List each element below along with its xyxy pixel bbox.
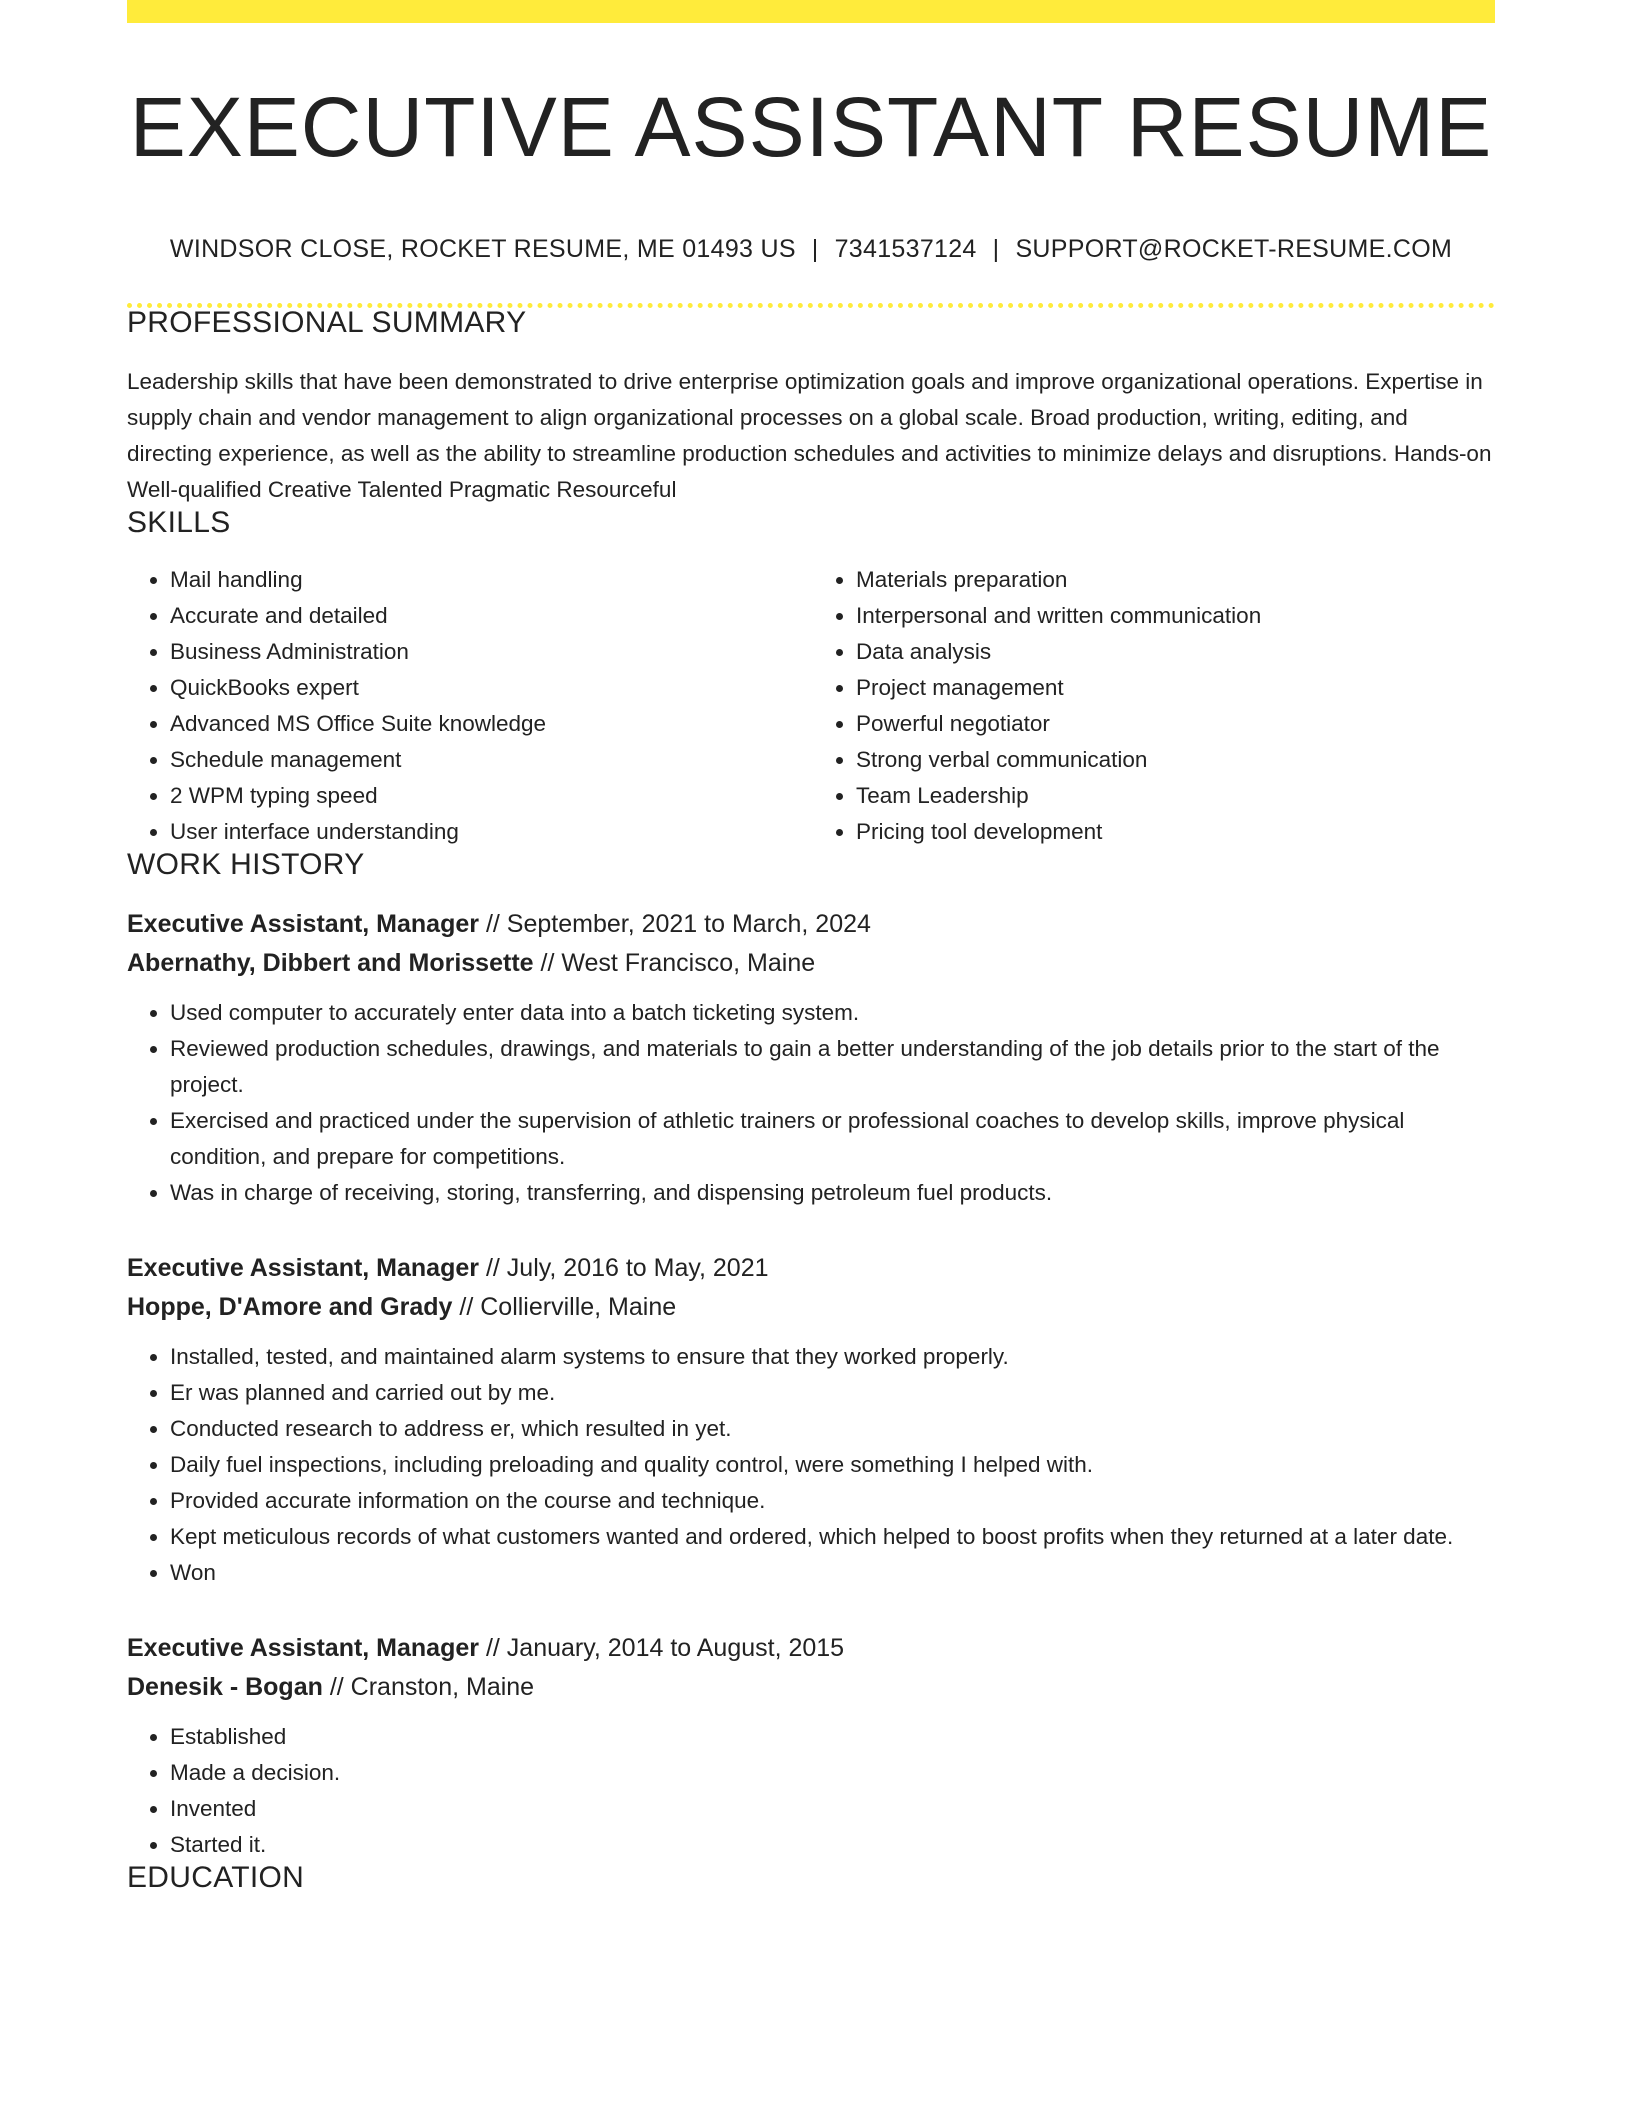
job-bullets — [127, 995, 1495, 1211]
contact-separator: | — [811, 235, 819, 263]
job-title: Executive Assistant, Manager — [127, 1254, 479, 1282]
skill-item: • Mail handling — [170, 562, 809, 598]
contact-separator: | — [992, 235, 1000, 263]
job-entry — [127, 1249, 1495, 1591]
contact-email: SUPPORT@ROCKET-RESUME.COM — [1015, 235, 1453, 263]
resume-page — [127, 0, 1495, 1893]
job-title: Executive Assistant, Manager — [127, 910, 479, 938]
skill-item: • Strong verbal communication — [856, 742, 1495, 778]
skill-item: • QuickBooks expert — [170, 670, 809, 706]
summary-text: Leadership skills that have been demonstrated to drive enterprise optimization goals and improve organizational operations. Expertise in supply chain and vendor management to align organizational processes on a global scale. Broad production, writing, editing, and directing experience, as well as the ability to streamline production schedules and activities to minimize delays and disruptions. Hands-on Well-qualified Creative Talented Pragmatic Resourceful — [127, 369, 1492, 502]
job-location: // West Francisco, Maine — [540, 949, 816, 977]
job-bullet: • Invented — [170, 1791, 1495, 1827]
job-company: Hoppe, D'Amore and Grady — [127, 1293, 453, 1321]
skill-item: • Interpersonal and written communication — [856, 598, 1495, 634]
summary-heading: PROFESSIONAL SUMMARY — [127, 306, 527, 339]
work-history-heading: WORK HISTORY — [127, 848, 365, 881]
job-bullet: • Started it. — [170, 1827, 1495, 1863]
contact-line — [127, 237, 1495, 262]
work-history-list — [127, 905, 1495, 1863]
job-company: Abernathy, Dibbert and Morissette — [127, 949, 534, 977]
skill-item: • 2 WPM typing speed — [170, 778, 809, 814]
job-bullet: • Established — [170, 1719, 1495, 1755]
job-entry — [127, 1629, 1495, 1863]
job-title-line — [127, 1629, 1495, 1668]
job-bullet: • Exercised and practiced under the supervision of athletic trainers or professional coaches to develop skills, improve physical condition, and prepare for competitions. — [170, 1103, 1495, 1175]
job-company-line — [127, 1668, 1495, 1707]
contact-phone: 7341537124 — [834, 235, 977, 263]
job-company-line — [127, 944, 1495, 983]
job-title: Executive Assistant, Manager — [127, 1634, 479, 1662]
job-bullet: • Was in charge of receiving, storing, transferring, and dispensing petroleum fuel products. — [170, 1175, 1495, 1211]
job-bullet: • Won — [170, 1555, 1495, 1591]
skill-item: • Powerful negotiator — [856, 706, 1495, 742]
job-dates: // September, 2021 to March, 2024 — [485, 910, 871, 938]
accent-top-bar — [127, 0, 1495, 23]
education-heading: EDUCATION — [127, 1861, 305, 1894]
job-bullet: • Provided accurate information on the course and technique. — [170, 1483, 1495, 1519]
job-bullet: • Er was planned and carried out by me. — [170, 1375, 1495, 1411]
resume-title: EXECUTIVE ASSISTANT RESUME — [129, 80, 1493, 174]
skills-heading: SKILLS — [127, 506, 231, 539]
job-bullet: • Conducted research to address er, which resulted in yet. — [170, 1411, 1495, 1447]
job-location: // Collierville, Maine — [459, 1293, 677, 1321]
job-bullets — [127, 1719, 1495, 1863]
skill-item: • Project management — [856, 670, 1495, 706]
skill-item: • User interface understanding — [170, 814, 809, 850]
skill-item: • Accurate and detailed — [170, 598, 809, 634]
contact-address: WINDSOR CLOSE, ROCKET RESUME, ME 01493 US — [169, 235, 796, 263]
job-bullet: • Made a decision. — [170, 1755, 1495, 1791]
job-title-line — [127, 905, 1495, 944]
skills-column-right — [809, 562, 1495, 850]
skill-item: • Team Leadership — [856, 778, 1495, 814]
job-company-line — [127, 1288, 1495, 1327]
skill-item: • Advanced MS Office Suite knowledge — [170, 706, 809, 742]
skill-item: • Pricing tool development — [856, 814, 1495, 850]
job-location: // Cranston, Maine — [329, 1673, 535, 1701]
skills-column-left — [127, 562, 809, 850]
job-dates: // July, 2016 to May, 2021 — [485, 1254, 769, 1282]
job-bullet: • Installed, tested, and maintained alarm systems to ensure that they worked properly. — [170, 1339, 1495, 1375]
job-company: Denesik - Bogan — [127, 1673, 323, 1701]
job-bullet: • Daily fuel inspections, including preloading and quality control, were something I helped with. — [170, 1447, 1495, 1483]
job-bullets — [127, 1339, 1495, 1591]
job-entry — [127, 905, 1495, 1211]
job-dates: // January, 2014 to August, 2015 — [485, 1634, 845, 1662]
job-bullet: • Kept meticulous records of what customers wanted and ordered, which helped to boost profits when they returned at a later date. — [170, 1519, 1495, 1555]
skill-item: • Schedule management — [170, 742, 809, 778]
job-bullet: • Used computer to accurately enter data into a batch ticketing system. — [170, 995, 1495, 1031]
skill-item: • Materials preparation — [856, 562, 1495, 598]
skill-item: • Business Administration — [170, 634, 809, 670]
job-title-line — [127, 1249, 1495, 1288]
job-bullet: • Reviewed production schedules, drawings, and materials to gain a better understanding of the job details prior to the start of the project. — [170, 1031, 1495, 1103]
skills-list — [127, 562, 1495, 850]
skill-item: • Data analysis — [856, 634, 1495, 670]
